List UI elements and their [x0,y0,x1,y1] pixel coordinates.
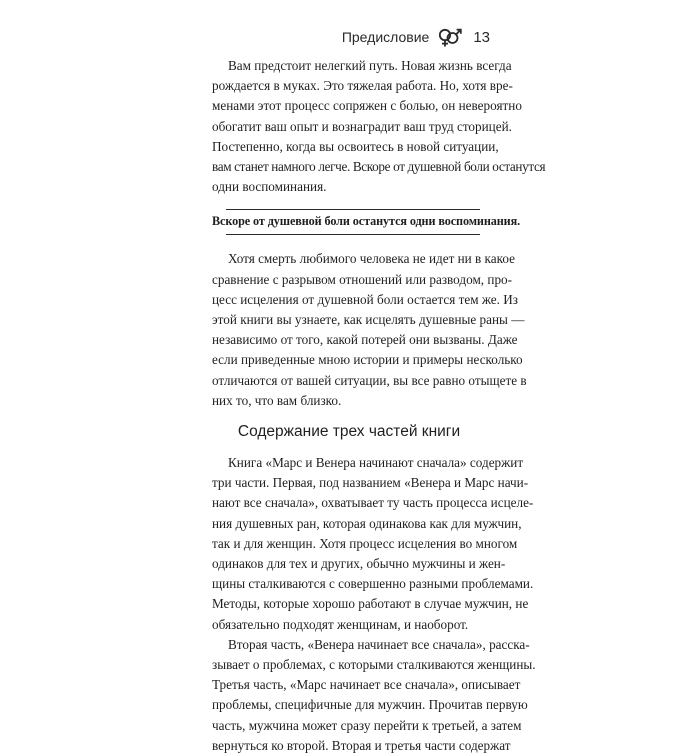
paragraph-1 [212,56,546,197]
pull-quote-block [212,209,521,235]
text-line: нают все сначала», охватывает ту часть процесса исцеле- [212,495,534,511]
page-body [212,56,546,756]
text-line: рождается в муках. Это тяжелая работа. Но, хотя вре- [212,78,513,94]
section-heading: Содержание трех частей книги [237,423,461,441]
text-line: щины сталкиваются с совершенно разными проблемами. [212,576,534,592]
text-line: три части. Первая, под названием «Венера и Марс начи- [212,475,529,491]
text-line: обязательно подходят женщинам, и наоборот. [212,616,469,632]
text-line: часть, мужчина может сразу перейти к третьей, а затем [212,717,522,733]
text-line: Хотя смерть любимого человека не идет ни в какое [228,251,515,267]
text-line: одни воспоминания. [212,179,327,195]
mars-venus-symbol-icon [437,26,463,48]
text-line: Постепенно, когда вы освоитесь в новой ситуации, [212,138,499,154]
text-line: них то, что вам близко. [212,392,342,408]
text-line: Вам предстоит нелегкий путь. Новая жизнь всегда [228,58,512,73]
text-line: зывает о проблемах, с которыми сталкиваются женщины. [212,657,536,673]
pull-quote-bottom-rule [226,234,480,235]
paragraph-3 [212,453,534,635]
text-line: отличаются от вашей ситуации, вы все равно отыщете в [212,372,527,388]
text-line: независимо от того, какой потерей они вызваны. Даже [212,332,518,348]
section-title: Предисловие [341,29,430,45]
text-line: вернуться ко второй. Вторая и третья части содержат [212,737,511,753]
paragraph-2 [212,249,527,411]
text-line: Вторая часть, «Венера начинает все сначала», расска- [228,636,530,652]
text-line: если приведенные мною истории и примеры несколько [212,352,523,368]
text-line: Третья часть, «Марс начинает все сначала», описывает [212,677,521,693]
text-line: одинаков для тех и других, обычно мужчины и жен- [212,556,506,572]
text-line: Методы, которые хорошо работают в случае мужчин, не [212,596,529,612]
text-line: ния душевных ран, которая одинакова как для мужчин, [212,515,522,531]
text-line: этой книги вы узнаете, как исцелять душевные раны — [212,312,525,328]
running-head [342,26,490,48]
text-line: проблемы, специфичные для мужчин. Прочитав первую [212,697,528,713]
text-line: обогатит ваш опыт и вознаградит ваш труд сторицей. [212,118,512,134]
paragraph-4 [212,635,536,756]
text-line: цесс исцеления от душевной боли остается тем же. Из [212,291,518,307]
pull-quote: Вскоре от душевной боли останутся одни воспоминания. [212,214,521,229]
page-number: 13 [473,28,490,46]
text-line: так и для женщин. Хотя процесс исцеления во многом [212,535,518,551]
text-line: сравнение с разрывом отношений или разводом, про- [212,271,513,287]
text-line: Книга «Марс и Венера начинают сначала» содержит [228,455,524,471]
text-line: вам станет намного легче. Вскоре от душевной боли останутся [212,159,546,175]
text-line: менами этот процесс сопряжен с болью, он невероятно [212,98,522,114]
